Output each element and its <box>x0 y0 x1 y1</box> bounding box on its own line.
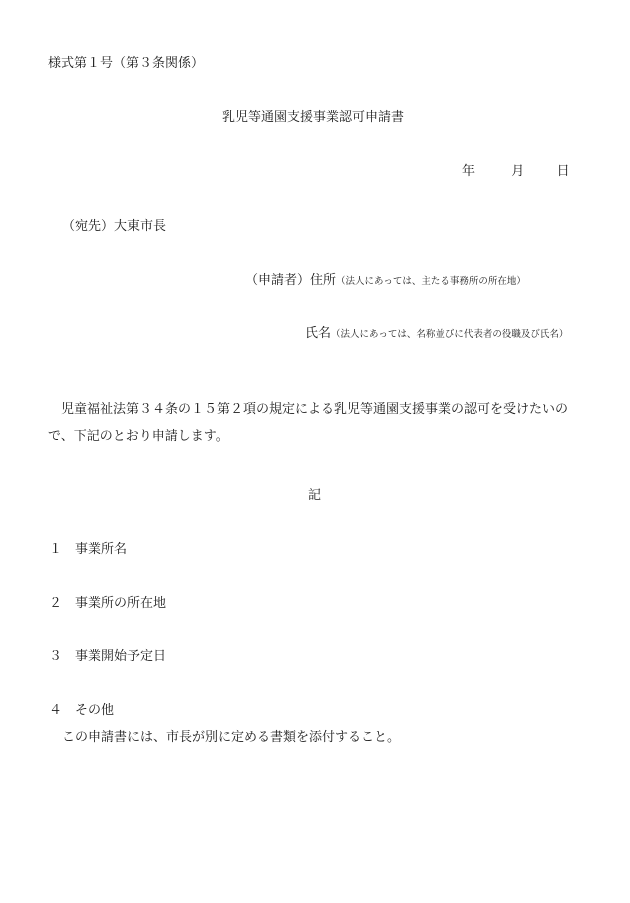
applicant-address-line <box>245 269 526 288</box>
name-note: （法人にあっては、名称並びに代表者の役職及び氏名） <box>331 329 569 340</box>
body-line-1: 児童福祉法第３４条の１５第２項の規定による乳児等通園支援事業の認可を受けたいの <box>61 402 569 417</box>
item-label: 事業所名 <box>75 542 128 557</box>
item-number: ３ <box>49 649 63 664</box>
applicant-name-line <box>305 322 568 341</box>
item-2 <box>49 592 166 611</box>
address-label: 住所 <box>310 273 337 288</box>
item-number: ４ <box>49 703 63 718</box>
address-note: （法人にあっては、主たる事務所の所在地） <box>336 276 526 287</box>
item-label: 事業所の所在地 <box>75 596 167 611</box>
date-day: 日 <box>556 164 570 179</box>
item-3 <box>49 645 166 664</box>
item-1 <box>49 538 127 557</box>
addressee: （宛先）大東市長 <box>62 219 167 234</box>
other-note: この申請書には、市長が別に定める書類を添付すること。 <box>62 730 401 745</box>
item-number: ２ <box>49 596 63 611</box>
item-label: 事業開始予定日 <box>75 649 167 664</box>
body-line-2: で、下記のとおり申請します。 <box>48 429 229 444</box>
name-label: 氏名 <box>305 326 332 341</box>
ki-heading: 記 <box>308 488 322 503</box>
item-label: その他 <box>75 703 115 718</box>
date-month: 月 <box>511 164 525 179</box>
body-text <box>48 396 608 450</box>
form-number: 様式第１号（第３条関係） <box>48 56 205 71</box>
document-title: 乳児等通園支援事業認可申請書 <box>222 110 405 125</box>
applicant-label: （申請者） <box>245 273 311 288</box>
date-line <box>462 160 570 179</box>
item-number: １ <box>49 542 63 557</box>
date-year: 年 <box>462 164 476 179</box>
item-4 <box>49 699 114 718</box>
